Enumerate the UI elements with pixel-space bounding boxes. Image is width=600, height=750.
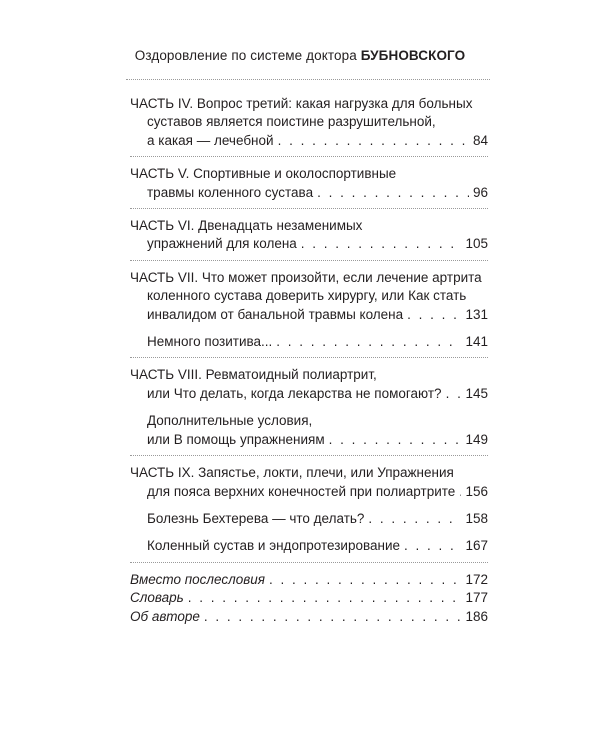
dot-leader (204, 608, 462, 626)
toc-page-number: 167 (465, 538, 488, 554)
toc-entry-title: упражнений для колена (147, 236, 297, 252)
toc-page-number: 105 (465, 236, 488, 252)
toc-entry-title: Болезнь Бехтерева — что делать? (147, 510, 365, 526)
toc-entry-title: коленного сустава доверить хирургу, или Как стать (147, 288, 467, 304)
dot-leader (446, 385, 462, 403)
toc-entry-afterword[interactable] (130, 571, 488, 589)
dot-leader (269, 571, 461, 589)
dot-leader (188, 589, 462, 607)
toc-entry-title: Немного позитива... (147, 334, 273, 350)
dot-leader (459, 483, 461, 501)
toc-entry-title: ЧАСТЬ VIII. Ревматоидный полиартрит, (130, 367, 377, 383)
toc-page-number: 84 (472, 132, 488, 148)
toc-entry-part-5[interactable] (130, 165, 488, 202)
dot-leader (301, 235, 462, 253)
toc-entry-title: ЧАСТЬ V. Спортивные и околоспортивные (130, 166, 397, 182)
toc-entry-title: ЧАСТЬ VI. Двенадцать незаменимых (130, 218, 363, 234)
dot-leader (329, 431, 462, 449)
toc-subentry-bekhterev[interactable] (130, 510, 488, 528)
toc-page-number: 156 (465, 483, 488, 499)
dot-leader (278, 132, 469, 150)
dot-leader (407, 306, 461, 324)
toc-entry-title: для пояса верхних конечностей при полиартрите (147, 483, 456, 499)
toc-entry-part-8[interactable] (130, 366, 488, 403)
toc-page-number: 177 (465, 590, 488, 606)
dot-leader (317, 184, 469, 202)
dot-leader (404, 537, 461, 555)
header-title: Оздоровление по системе доктора (134, 48, 357, 63)
toc-page-number: 96 (472, 184, 488, 200)
toc-entry-part-4[interactable] (130, 95, 488, 150)
toc-page-number: 186 (465, 608, 488, 624)
toc-entry-title: а какая — лечебной (147, 132, 274, 148)
toc-entry-title: или Что делать, когда лекарства не помогают? (147, 385, 442, 401)
toc-entry-title: Вместо послесловия (130, 571, 266, 587)
toc-page-number: 158 (465, 510, 488, 526)
toc-entry-title: Словарь (130, 590, 184, 606)
toc-entry-part-6[interactable] (130, 217, 488, 254)
toc-entry-title: ЧАСТЬ IX. Запястье, локти, плечи, или Упражнения (130, 465, 454, 481)
dot-leader (368, 510, 461, 528)
toc-page-number: 141 (465, 334, 488, 350)
toc-entry-title: суставов является поистине разрушительной, (147, 114, 436, 130)
table-of-contents (130, 95, 488, 626)
toc-page-number: 149 (465, 431, 488, 447)
toc-entry-title: Об авторе (130, 608, 200, 624)
toc-page-number: 172 (465, 571, 488, 587)
header-author: БУБНОВСКОГО (360, 48, 466, 63)
toc-entry-part-9[interactable] (130, 464, 488, 501)
header-divider (126, 79, 490, 80)
dot-leader (276, 333, 461, 351)
toc-entry-title: Коленный сустав и эндопротезирование (147, 538, 400, 554)
toc-subentry-positive[interactable] (130, 333, 488, 351)
toc-page-number: 145 (465, 385, 488, 401)
toc-page-number: 131 (465, 306, 488, 322)
toc-entry-title: или В помощь упражнениям (147, 431, 325, 447)
toc-entry-title: травмы коленного сустава (147, 184, 314, 200)
toc-entry-about-author[interactable] (130, 608, 488, 626)
toc-entry-glossary[interactable] (130, 589, 488, 607)
toc-entry-title: инвалидом от банальной травмы колена (147, 306, 404, 322)
toc-entry-title: ЧАСТЬ IV. Вопрос третий: какая нагрузка для больных (130, 96, 473, 111)
toc-entry-part-7[interactable] (130, 269, 488, 324)
toc-entry-title: ЧАСТЬ VII. Что может произойти, если лечение артрита (130, 269, 482, 285)
toc-subentry-additional-conditions[interactable] (130, 412, 488, 449)
running-header (0, 48, 600, 63)
toc-entry-title: Дополнительные условия, (147, 413, 313, 429)
toc-subentry-knee-endoprosthesis[interactable] (130, 537, 488, 555)
